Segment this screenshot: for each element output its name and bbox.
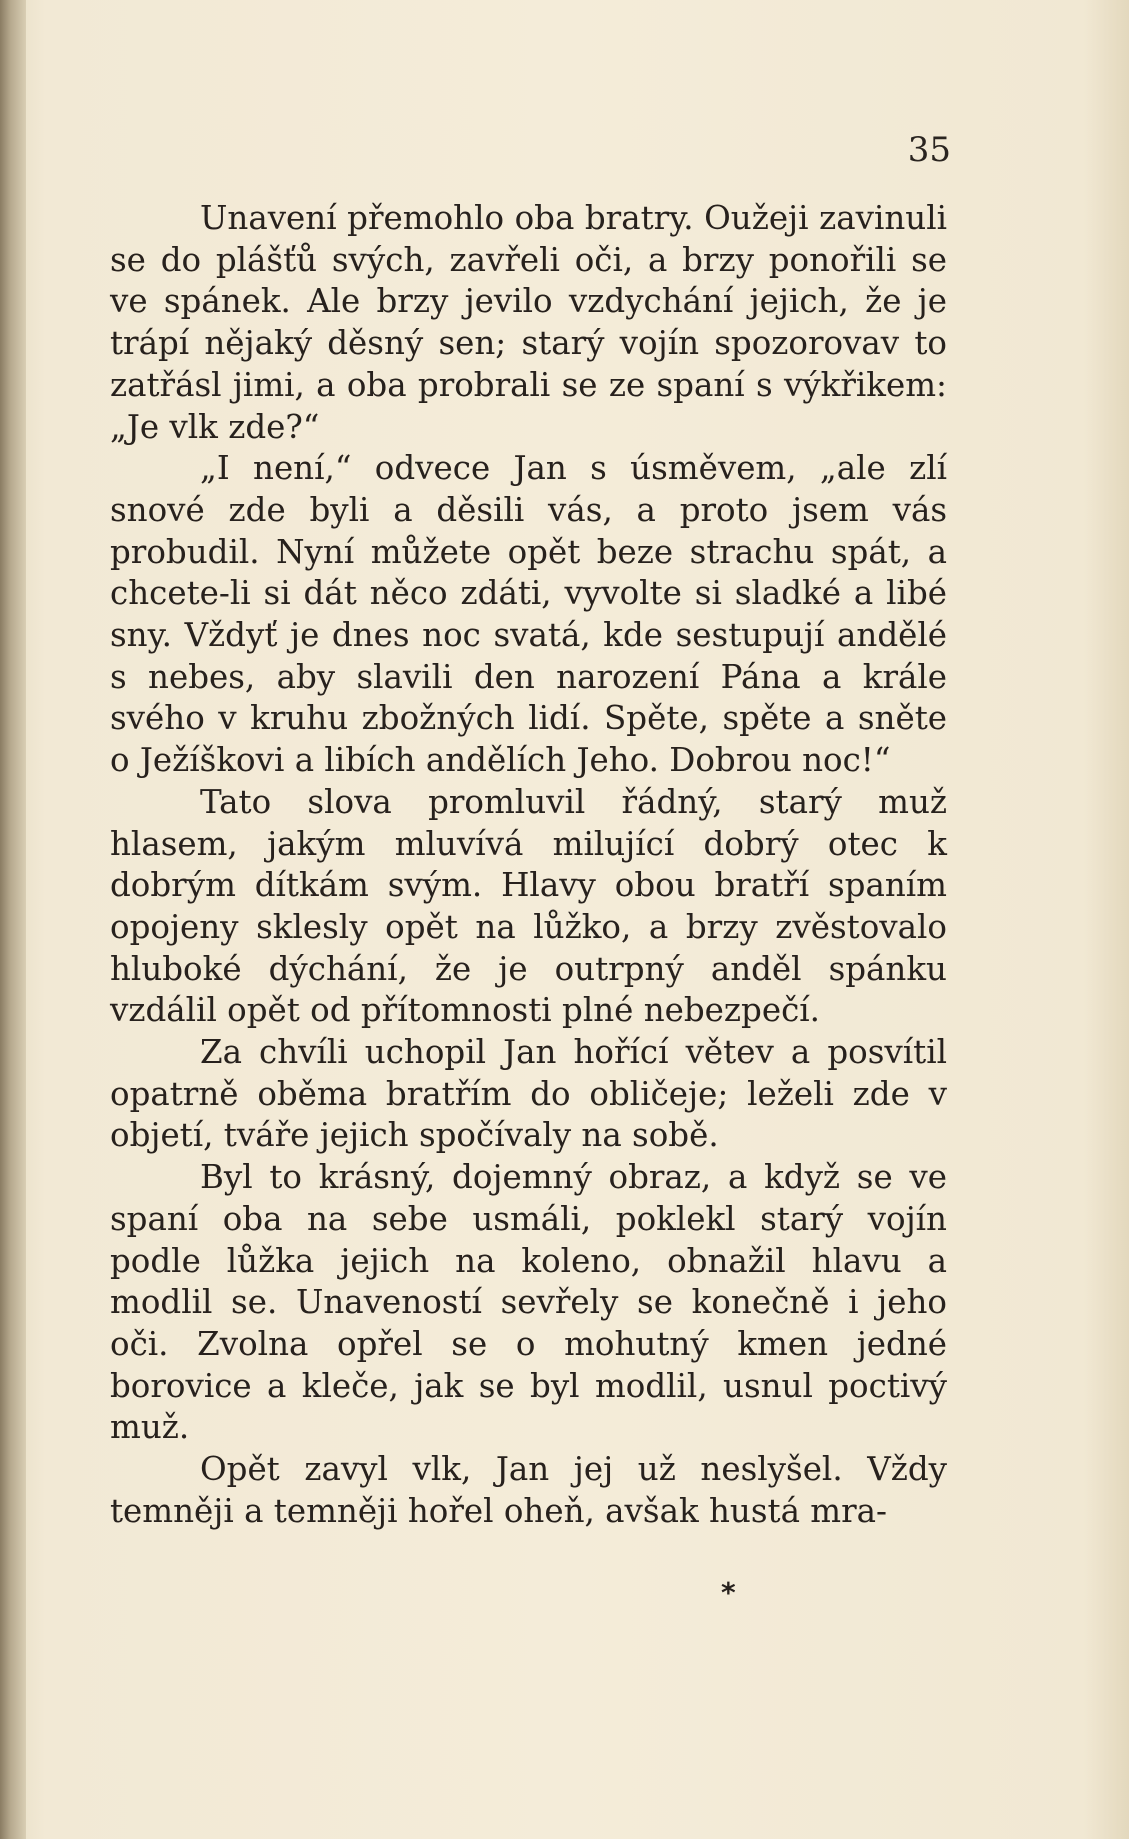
paragraph: Unavení přemohlo oba bratry. Oužeji zavinuli se do plášťů svých, zavřeli oči, a brzy ponořili se ve spánek. Ale brzy jevilo vzdychání jejich, že je trápí nějaký děsný sen; starý vojín spozorovav to zatřásl jimi, a oba probrali se ze spaní s výkřikem: „Je vlk zde?“	[110, 199, 947, 446]
paragraph: Opět zavyl vlk, Jan jej už neslyšel. Vždy temněji a temněji hořel oheň, avšak hustá mra-	[110, 1450, 947, 1530]
paragraph: Tato slova promluvil řádný, starý muž hlasem, jakým mluvívá milující dobrý otec k dobrým dítkám svým. Hlavy obou bratří spaním opojeny sklesly opět na lůžko, a brzy zvěstovalo hluboké dýchání, že je outrpný anděl spánku vzdálil opět od přítomnosti plné nebezpečí.	[110, 782, 947, 1030]
paragraph: Za chvíli uchopil Jan hořící větev a posvítil opatrně oběma bratřím do obličeje; leželi zde v objetí, tváře jejich spočívaly na sobě.	[110, 1033, 947, 1155]
page-number: 35	[907, 130, 951, 170]
signature-mark: *	[721, 1576, 736, 1609]
paragraph: Byl to krásný, dojemný obraz, a když se ve spaní oba na sebe usmáli, poklekl starý vojín podle lůžka jejich na koleno, obnažil hlavu a modlil se. Unaveností sevřely se konečně i jeho oči. Zvolna opřel se o mohutný kmen jedné borovice a kleče, jak se byl modlil, usnul poctivý muž.	[110, 1158, 947, 1447]
body-text	[110, 198, 947, 1533]
binding-edge	[0, 0, 26, 1839]
paragraph: „I není,“ odvece Jan s úsměvem, „ale zlí snové zde byli a děsili vás, a proto jsem vás probudil. Nyní můžete opět beze strachu spát, a chcete-li si dát něco zdáti, vyvolte si sladké a libé sny. Vždyť je dnes noc svatá, kde sestupují andělé s nebes, aby slavili den narození Pána a krále svého v kruhu zbožných lidí. Spěte, spěte a sněte o Ježíškovi a libích andělích Jeho. Dobrou noc!“	[110, 449, 947, 780]
